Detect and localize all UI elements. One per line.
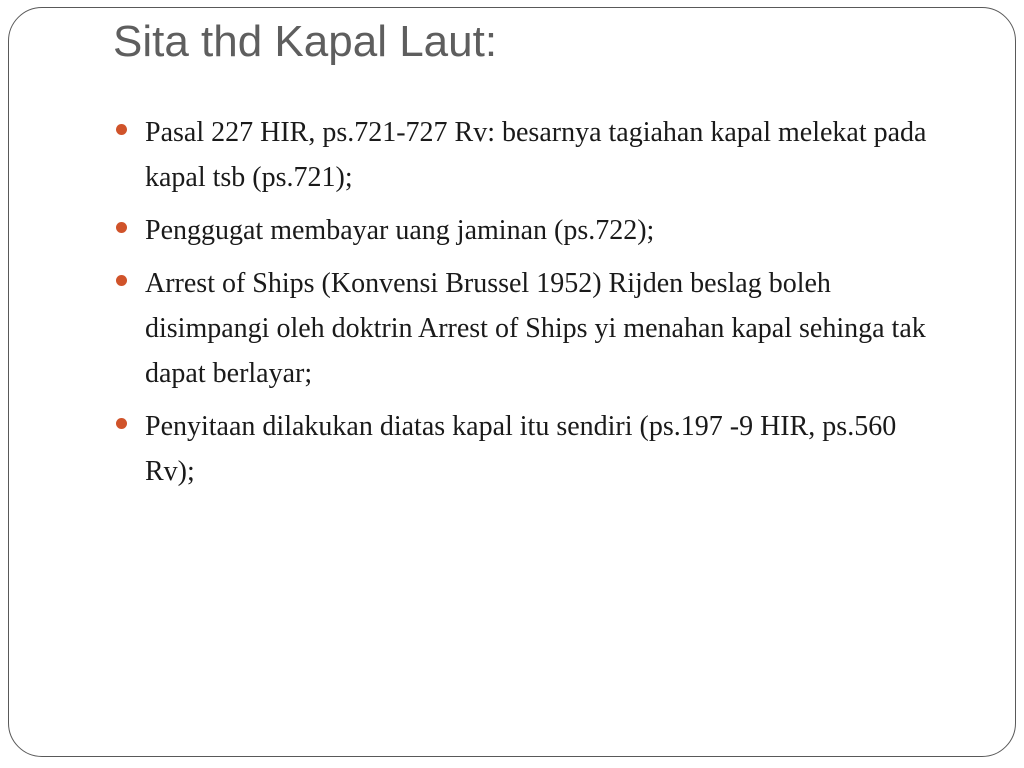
- bullet-dot-icon: [116, 275, 127, 286]
- bullet-item: [112, 110, 952, 200]
- bullet-text: Arrest of Ships (Konvensi Brussel 1952) Rijden beslag boleh disimpangi oleh doktrin Arrest of Ships yi menahan kapal sehinga tak dapat berlayar;: [145, 268, 926, 389]
- bullet-item: [112, 208, 952, 253]
- bullet-dot-icon: [116, 418, 127, 429]
- bullet-text: Penggugat membayar uang jaminan (ps.722);: [145, 215, 655, 246]
- bullet-dot-icon: [116, 222, 127, 233]
- bullet-item: [112, 261, 952, 396]
- bullet-list: [112, 110, 952, 502]
- bullet-text: Penyitaan dilakukan diatas kapal itu sendiri (ps.197 -9 HIR, ps.560 Rv);: [145, 411, 897, 487]
- bullet-text: Pasal 227 HIR, ps.721-727 Rv: besarnya tagiahan kapal melekat pada kapal tsb (ps.721);: [145, 117, 927, 193]
- bullet-dot-icon: [116, 124, 127, 135]
- slide-title: Sita thd Kapal Laut:: [113, 17, 498, 66]
- bullet-item: [112, 404, 952, 494]
